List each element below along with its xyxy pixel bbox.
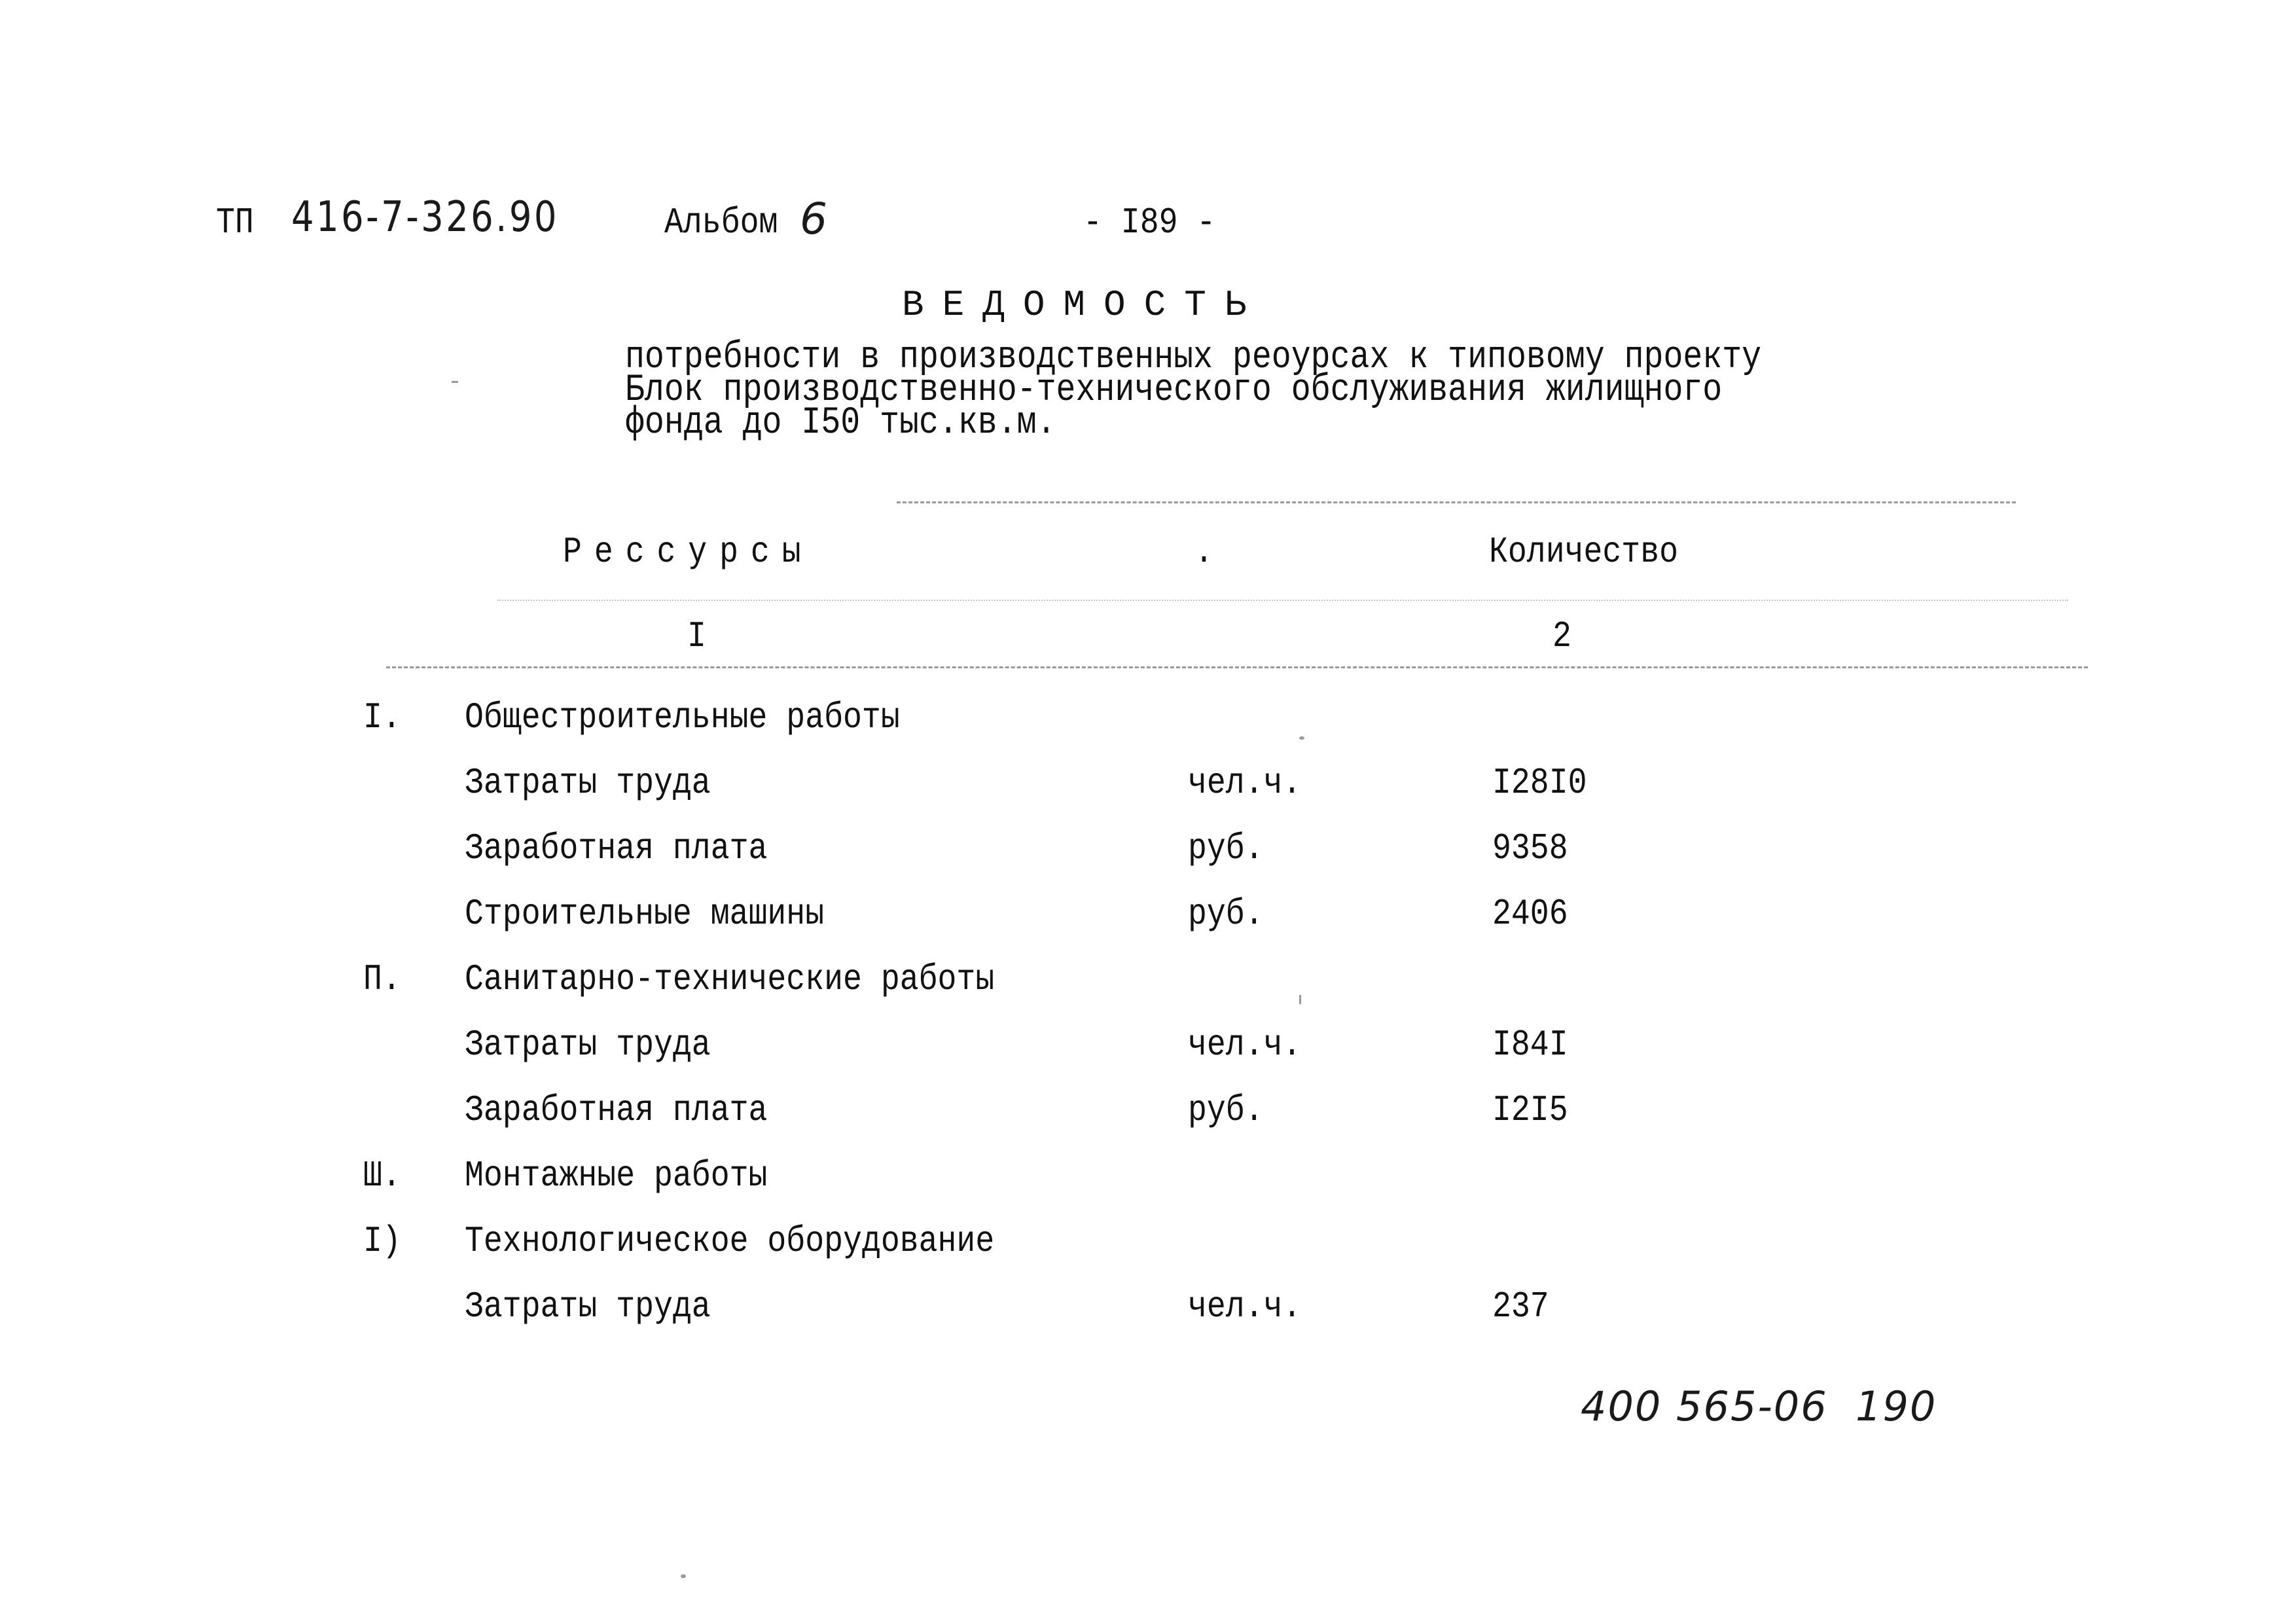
row-unit: чел.ч.	[1188, 762, 1302, 804]
handwritten-code: 400 565-06	[1581, 1382, 1828, 1430]
subtitle-line-3: фонда до I50 тыс.кв.м.	[625, 402, 1056, 444]
table-row	[0, 958, 2296, 1000]
table-row	[0, 827, 2296, 869]
column-number-rule	[497, 600, 2068, 601]
column-separator: .	[1194, 531, 1213, 573]
column-header-resources: Рессурсы	[563, 531, 814, 573]
row-value: I28I0	[1492, 762, 1587, 804]
table-row	[0, 1089, 2296, 1131]
table-row	[0, 696, 2296, 738]
handwritten-page: 190	[1856, 1382, 1937, 1430]
album-label: Альбом	[664, 202, 778, 244]
row-value: 9358	[1492, 827, 1568, 869]
row-unit: руб.	[1188, 1089, 1264, 1131]
row-index: I)	[363, 1220, 401, 1262]
row-label: Заработная плата	[465, 1089, 768, 1131]
row-label: Затраты труда	[465, 1024, 711, 1066]
row-value: I2I5	[1492, 1089, 1568, 1131]
table-row	[0, 762, 2296, 804]
subtitle-line-2: Блок производственно-технического обслуживания жилищного	[625, 369, 1723, 412]
row-unit: чел.ч.	[1188, 1286, 1302, 1327]
scan-speck	[681, 1574, 686, 1578]
row-value: 2406	[1492, 893, 1568, 935]
row-unit: чел.ч.	[1188, 1024, 1302, 1066]
row-label: Затраты труда	[465, 1286, 711, 1327]
scan-speck	[1299, 736, 1304, 740]
row-value: 237	[1492, 1286, 1549, 1327]
row-index: Ш.	[363, 1155, 401, 1197]
row-index: П.	[363, 958, 401, 1000]
row-index: I.	[363, 696, 401, 738]
row-label: Монтажные работы	[465, 1155, 768, 1197]
table-row	[0, 1288, 2296, 1327]
album-number: 6	[800, 194, 829, 244]
table-top-rule	[897, 501, 2016, 503]
row-unit: руб.	[1188, 827, 1264, 869]
row-label: Строительные машины	[465, 893, 825, 935]
row-value: I84I	[1492, 1024, 1568, 1066]
scan-speck	[1299, 995, 1301, 1004]
doc-number: 416-7-326.90	[291, 193, 559, 242]
table-row	[0, 1157, 2296, 1197]
row-unit: руб.	[1188, 893, 1264, 935]
column-number-2: 2	[1552, 615, 1571, 657]
row-label: Общестроительные работы	[465, 696, 900, 738]
row-label: Затраты труда	[465, 762, 711, 804]
document-title: ВЕДОМОСТЬ	[902, 284, 1265, 326]
row-label: Технологическое оборудование	[465, 1220, 995, 1262]
table-row	[0, 1220, 2296, 1262]
doc-prefix: ТП	[216, 202, 254, 244]
page-number: - I89 -	[1083, 202, 1216, 244]
scan-speck	[452, 381, 458, 383]
column-number-1: I	[687, 615, 706, 657]
album-label-group	[664, 202, 797, 244]
column-header-quantity: Количество	[1489, 531, 1679, 573]
subtitle-line-1: потребности в производственных реоурсах к типовому проекту	[625, 336, 1762, 379]
row-label: Заработная плата	[465, 827, 768, 869]
table-header-bottom-rule	[386, 666, 2088, 668]
table-row	[0, 895, 2296, 935]
table-row	[0, 1026, 2296, 1066]
row-label: Санитарно-технические работы	[465, 958, 995, 1000]
